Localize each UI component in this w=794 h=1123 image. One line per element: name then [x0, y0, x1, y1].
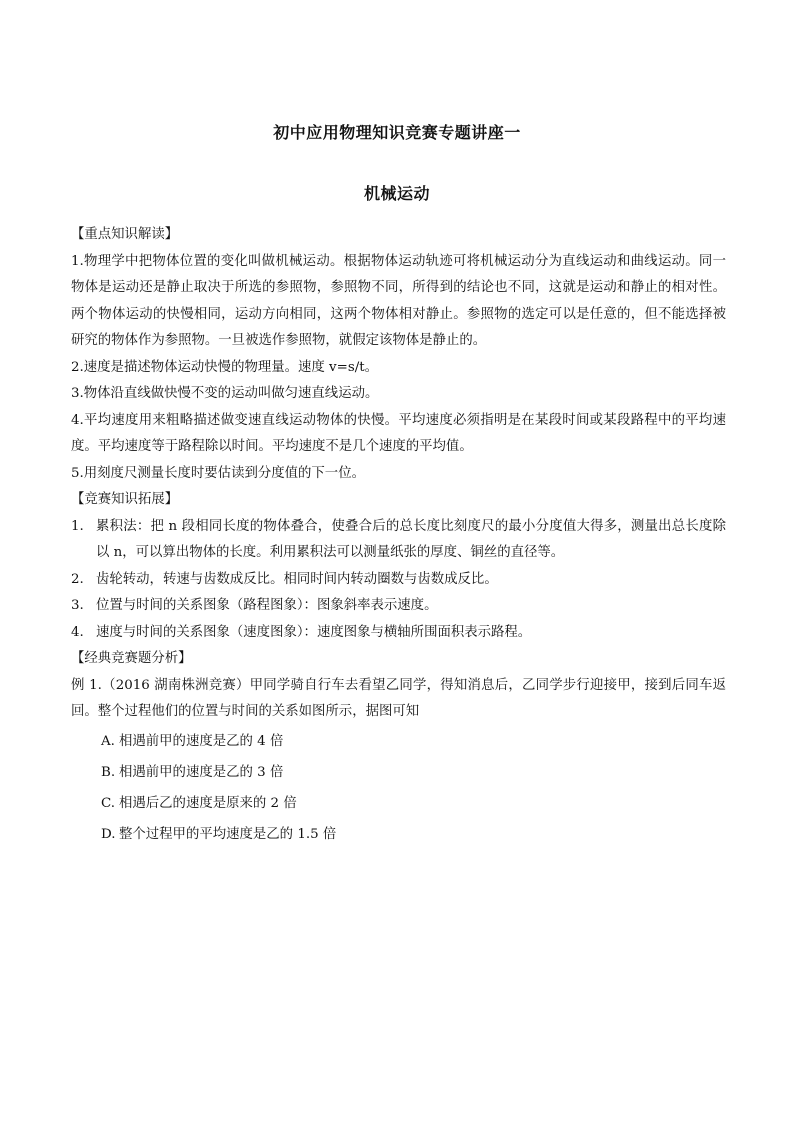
answer-option-b — [101, 757, 726, 788]
example-question-stem: 例 1.（2016 湖南株洲竞赛）甲同学骑自行车去看望乙同学，得知消息后，乙同学步行迎接甲，接到后同车返回。整个过程他们的位置与时间的关系如图所示，据图可知 — [71, 677, 726, 719]
document-body — [71, 222, 726, 850]
knowledge-point-4: 4.平均速度用来粗略描述做变速直线运动物体的快慢。平均速度必须指明是在某段时间或某段路程中的平均速度。平均速度等于路程除以时间。平均速度不是几个速度的平均值。 — [71, 412, 726, 454]
list-item-number: 4. — [71, 624, 84, 640]
list-item-text: 位置与时间的关系图象（路程图象）：图象斜率表示速度。 — [96, 598, 438, 613]
option-letter: B. — [101, 764, 116, 780]
option-letter: C. — [101, 795, 116, 811]
section-heading-key-knowledge: 【重点知识解读】 — [71, 227, 179, 242]
extension-list — [71, 514, 726, 647]
list-item-text: 速度与时间的关系图象（速度图象）：速度图象与横轴所围面积表示路程。 — [96, 624, 532, 640]
document-subtitle: 机械运动 — [363, 184, 430, 203]
list-item-number: 1. — [71, 518, 84, 534]
answer-option-a — [101, 726, 726, 757]
option-letter: D. — [101, 826, 116, 842]
list-item — [71, 514, 726, 567]
knowledge-point-3: 3.物体沿直线做快慢不变的运动叫做匀速直线运动。 — [71, 386, 379, 401]
option-letter: A. — [101, 733, 115, 749]
answer-options — [71, 726, 726, 850]
document-title: 初中应用物理知识竞赛专题讲座一 — [273, 123, 521, 142]
option-text: 相遇后乙的速度是原来的 2 倍 — [119, 795, 297, 811]
list-item — [71, 593, 726, 620]
knowledge-point-5: 5.用刻度尺测量长度时要估读到分度值的下一位。 — [71, 465, 365, 481]
list-item — [71, 567, 726, 594]
knowledge-point-2: 2.速度是描述物体运动快慢的物理量。速度 v=s/t。 — [71, 359, 379, 375]
list-item-text: 齿轮转动，转速与齿数成反比。相同时间内转动圈数与齿数成反比。 — [96, 571, 498, 587]
option-text: 相遇前甲的速度是乙的 3 倍 — [119, 764, 284, 780]
list-item-text: 累积法：把 n 段相同长度的物体叠合，使叠合后的总长度比刻度尺的最小分度值大得多，测量出总长度除以 n，可以算出物体的长度。利用累积法可以测量纸张的厚度、铜丝的直径等。 — [96, 518, 726, 560]
list-item — [71, 620, 726, 647]
option-text: 整个过程甲的平均速度是乙的 1.5 倍 — [119, 826, 337, 842]
answer-option-d — [101, 819, 726, 850]
section-heading-classic-analysis: 【经典竞赛题分析】 — [71, 651, 192, 666]
knowledge-point-1: 1.物理学中把物体位置的变化叫做机械运动。根据物体运动轨迹可将机械运动分为直线运动和曲线运动。同一物体是运动还是静止取决于所选的参照物，参照物不同，所得到的结论也不同，这就是运动和静止的相对性。两个物体运动的快慢相同，运动方向相同，这两个物体相对静止。参照物的选定可以是任意的，但不能选择被研究的物体作为参照物。一旦被选作参照物，就假定该物体是静止的。 — [71, 253, 726, 348]
list-item-number: 3. — [71, 598, 84, 613]
section-heading-competition-extension: 【竞赛知识拓展】 — [71, 492, 179, 507]
list-item-number: 2. — [71, 571, 84, 587]
option-text: 相遇前甲的速度是乙的 4 倍 — [119, 733, 284, 749]
answer-option-c — [101, 788, 726, 819]
